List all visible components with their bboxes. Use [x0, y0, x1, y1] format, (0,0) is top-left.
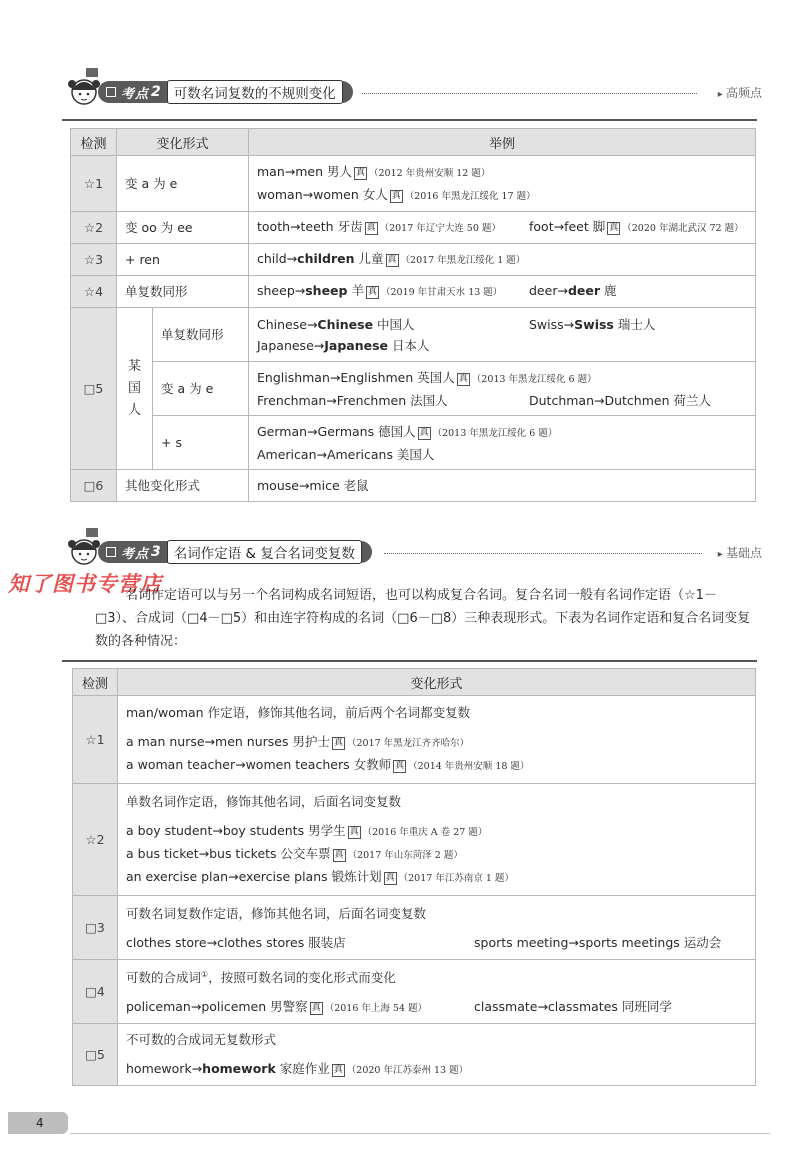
exam-tag: 真 [333, 738, 343, 748]
source-note: （2016 年重庆 A 卷 27 题） [362, 826, 488, 838]
source-note: （2020 年江苏泰州 13 题） [346, 1064, 469, 1076]
row-id: ☆4 [71, 276, 117, 308]
exam-tag: 真 [385, 872, 395, 883]
example-text: Swiss→ [529, 316, 575, 332]
example-text: mouse→mice 老鼠 [249, 470, 756, 502]
table-row [71, 212, 756, 244]
row-id: □5 [73, 1024, 118, 1086]
exam-tag: 真 [458, 373, 468, 384]
example-text: Frenchman→Frenchmen 法国人 [257, 392, 448, 408]
example-bold: Chinese [317, 316, 374, 332]
table-row [71, 276, 756, 308]
example-text: 羊 [347, 283, 364, 298]
shop-watermark: 知了图书专营店 [8, 572, 162, 596]
checkbox-icon [106, 87, 116, 97]
example-bold: children [297, 251, 355, 266]
row-form: 变 oo 为 ee [117, 212, 249, 244]
row-id: □3 [73, 896, 118, 960]
header-example: 举例 [249, 129, 756, 156]
table-header-row [71, 129, 756, 156]
section-header-2 [62, 68, 762, 112]
header-form: 变化形式 [118, 669, 756, 696]
rule-text: 可数的合成词 [126, 970, 202, 986]
section-title-pill [98, 541, 372, 563]
section-title-pill [98, 81, 353, 103]
exam-tag: 真 [334, 849, 344, 860]
table-row [71, 244, 756, 276]
section-divider [362, 93, 697, 94]
source-note: （2017 年山东菏泽 2 题） [347, 849, 463, 861]
source-note: （2017 年黑龙江绥化 1 题） [400, 255, 526, 266]
exam-tag: 真 [395, 761, 405, 771]
exam-tag: 真 [391, 190, 401, 201]
header-detect: 检测 [71, 129, 117, 156]
exam-tag: 真 [609, 223, 619, 233]
footnote-marker: ① [201, 969, 209, 979]
header-form: 变化形式 [117, 129, 249, 156]
example-text: Japanese→ [257, 337, 325, 353]
row-id: □4 [73, 960, 118, 1024]
table-row [71, 362, 756, 416]
row-form: + s [153, 416, 249, 470]
section-badge: 考点 [121, 546, 150, 562]
source-note: （2017 年辽宁大连 50 题） [379, 223, 501, 234]
exam-tag: 真 [356, 167, 366, 178]
example-bold: Japanese [324, 337, 388, 353]
source-note: （2017 年江苏南京 1 题） [398, 872, 514, 884]
top-rule [62, 119, 757, 121]
source-note: （2013 年黑龙江绥化 6 题） [471, 373, 597, 385]
intro-paragraph [95, 584, 755, 653]
source-note: （2016 年上海 54 题） [324, 1003, 428, 1015]
row-form: 变 a 为 e [117, 156, 249, 212]
example-bold: deer [567, 283, 601, 298]
example-text: deer→ [529, 283, 568, 298]
exam-tag: 真 [367, 287, 377, 297]
section-title: 名词作定语 & 复合名词变复数 [167, 540, 362, 564]
row-form: 单复数同形 [153, 308, 249, 362]
example-text: Englishman→Englishmen 英国人 [257, 369, 455, 385]
intro-text: 名词作定语可以与另一个名词构成名词短语，也可以构成复合名词。复合名词一般有名词作定语（☆1－□3）、合成词（□4－□5）和由连字符构成的名词（□6－□8）三种表现形式。下表为名词作定语和复合名词变复数的各种情况： [95, 588, 751, 649]
example-text: 儿童 [354, 251, 384, 266]
example-text: woman→women 女人 [257, 186, 388, 202]
example-text: tooth→teeth 牙齿 [257, 219, 363, 234]
section-divider [384, 553, 702, 554]
compound-nouns-table [72, 668, 756, 1086]
bottom-rule [70, 1133, 770, 1134]
example-text: 中国人 [373, 316, 415, 332]
section-badge: 考点 [121, 86, 150, 102]
exam-tag: 真 [333, 1064, 343, 1075]
table-row [73, 696, 756, 784]
example-bold: homework [202, 1060, 276, 1076]
source-note: （2014 年贵州安顺 18 题） [408, 761, 530, 772]
example-text: foot→feet 脚 [529, 219, 606, 234]
table-row [71, 156, 756, 212]
source-note: （2016 年黑龙江绥化 17 题） [404, 190, 536, 202]
irregular-plurals-table [70, 128, 756, 502]
row-form: 变 a 为 e [153, 362, 249, 416]
example-text: a woman teacher→women teachers 女教师 [126, 757, 392, 772]
middle-rule [62, 660, 757, 662]
row-form: + ren [117, 244, 249, 276]
example-text: child→ [257, 251, 298, 266]
source-note: （2020 年湖北武汉 72 题） [622, 223, 744, 234]
row-id: □6 [71, 470, 117, 502]
example-text: 家庭作业 [275, 1060, 330, 1076]
example-text: German→Germans 德国人 [257, 423, 416, 439]
example-text: 瑞士人 [613, 316, 656, 332]
example-text: sheep→ [257, 283, 306, 298]
source-note: （2012 年贵州安顺 12 题） [369, 167, 491, 179]
section-title: 可数名词复数的不规则变化 [167, 80, 343, 104]
row-id: ☆2 [71, 212, 117, 244]
example-text: a man nurse→men nurses 男护士 [126, 734, 330, 749]
example-text: 鹿 [600, 283, 617, 298]
source-note: （2019 年甘肃天水 13 题） [380, 287, 503, 298]
section-number: 2 [151, 84, 161, 100]
frequency-label: ▸ 基础点 [718, 544, 762, 561]
table-row [71, 308, 756, 362]
example-text: man→men 男人 [257, 163, 352, 179]
rule-text: ，按照可数名词的变化形式而变化 [208, 970, 396, 986]
table-header-row [73, 669, 756, 696]
table-row [73, 1024, 756, 1086]
checkbox-icon [106, 547, 116, 557]
example-text: homework→ [126, 1060, 203, 1076]
header-detect: 检测 [73, 669, 118, 696]
row-id: ☆3 [71, 244, 117, 276]
rule-text: 不可数的合成词无复数形式 [126, 1031, 277, 1047]
exam-tag: 真 [311, 1003, 321, 1014]
row-id: ☆2 [73, 784, 118, 896]
rule-text: 单数名词作定语，修饰其他名词，后面名词变复数 [126, 793, 402, 809]
example-text: Chinese→ [257, 316, 318, 332]
example-text: an exercise plan→exercise plans 锻炼计划 [126, 868, 382, 884]
row-form: 单复数同形 [117, 276, 249, 308]
exam-tag: 真 [366, 223, 376, 233]
row-id: ☆1 [73, 696, 118, 784]
rule-text: man/woman 作定语，修饰其他名词，前后两个名词都变复数 [126, 705, 471, 720]
example-text: American→Americans 美国人 [257, 446, 435, 462]
section-header-3 [62, 528, 762, 572]
page-number: 4 [8, 1112, 68, 1134]
group-label: 某国人 [117, 308, 153, 470]
exam-tag: 真 [349, 826, 359, 837]
example-text: sports meeting→sports meetings 运动会 [474, 934, 722, 950]
source-note: （2013 年黑龙江绥化 6 题） [432, 427, 558, 439]
example-text: Dutchman→Dutchmen 荷兰人 [529, 392, 711, 408]
example-text: policeman→policemen 男警察 [126, 999, 308, 1015]
table-row [71, 416, 756, 470]
example-text: 日本人 [388, 337, 430, 353]
row-form: 其他变化形式 [117, 470, 249, 502]
example-text: clothes store→clothes stores 服装店 [126, 934, 346, 950]
source-note: （2017 年黑龙江齐齐哈尔） [346, 738, 470, 749]
example-bold: sheep [305, 283, 348, 298]
row-id: □5 [71, 308, 117, 470]
table-row [71, 470, 756, 502]
table-row [73, 960, 756, 1024]
exam-tag: 真 [387, 255, 397, 265]
section-number: 3 [151, 544, 161, 560]
table-row [73, 784, 756, 896]
example-bold: Swiss [574, 316, 614, 332]
rule-text: 可数名词复数作定语，修饰其他名词，后面名词变复数 [126, 905, 427, 921]
example-text: a boy student→boy students 男学生 [126, 822, 346, 838]
frequency-label: ▸ 高频点 [718, 84, 762, 101]
example-text: a bus ticket→bus tickets 公交车票 [126, 845, 331, 861]
table-row [73, 896, 756, 960]
exam-tag: 真 [419, 427, 429, 438]
example-text: classmate→classmates 同班同学 [474, 999, 672, 1015]
row-id: ☆1 [71, 156, 117, 212]
